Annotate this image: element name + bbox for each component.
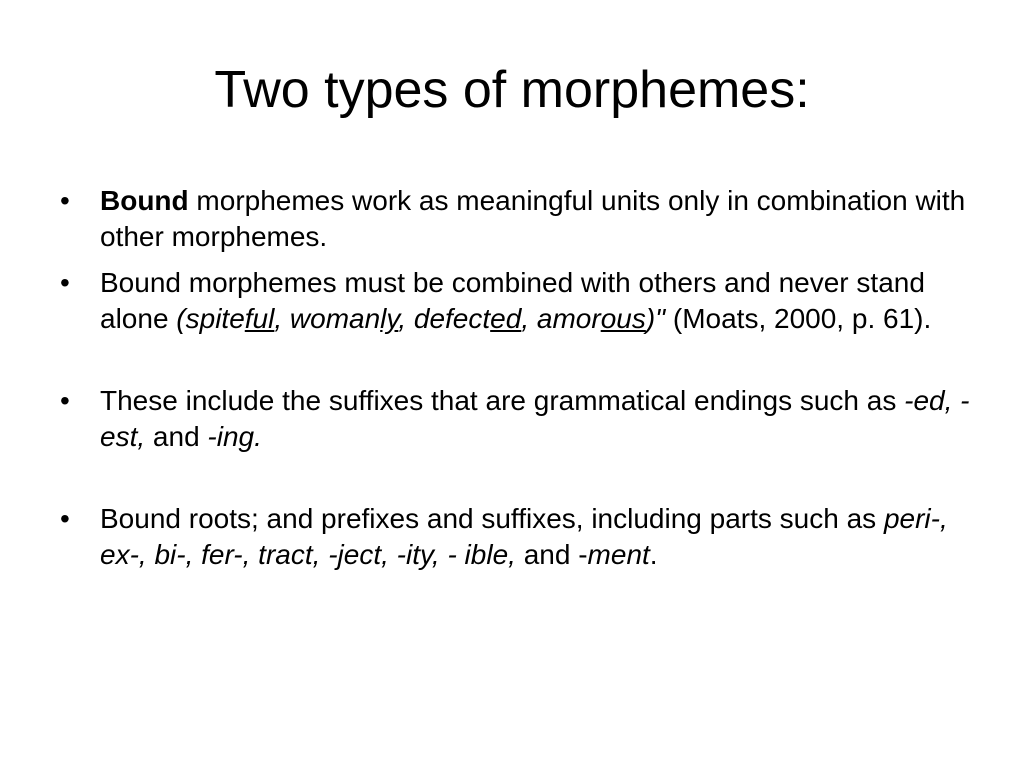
bullet-dot: • bbox=[60, 267, 70, 298]
bullet-suffixes bbox=[60, 383, 970, 455]
text: . bbox=[649, 539, 658, 570]
slide-title: Two types of morphemes: bbox=[214, 61, 810, 119]
bullet-bound-combined bbox=[60, 265, 970, 337]
example-text: ment bbox=[587, 539, 650, 570]
bold-term: Bound bbox=[100, 185, 189, 216]
bullet-list bbox=[60, 183, 970, 583]
bullet-bound-definition bbox=[60, 183, 970, 255]
text: These include the suffixes that are grammatical endings such as bbox=[100, 385, 905, 416]
text: Bound morphemes must be combined with others and never stand alone bbox=[100, 267, 925, 334]
text: Bound roots; and prefixes and suffixes, including parts such as bbox=[100, 503, 884, 534]
bullet-dot: • bbox=[60, 185, 70, 216]
example-text: peri-, ex-, bi-, fer-, tract, -ject, -ity, - ible, bbox=[100, 503, 948, 570]
example-text: -ed, -est, bbox=[100, 385, 970, 452]
example-text: , woman bbox=[274, 303, 381, 334]
underlined-suffix: ful bbox=[244, 303, 275, 334]
bullet-dot: • bbox=[60, 503, 70, 534]
example-text: , amor bbox=[521, 303, 601, 334]
underlined-suffix: ly bbox=[380, 303, 399, 334]
citation: (Moats, 2000, p. 61). bbox=[665, 303, 932, 334]
bullet-dot: • bbox=[60, 385, 70, 416]
example-text: , defect bbox=[398, 303, 491, 334]
text: morphemes work as meaningful units only in combination with other morphemes. bbox=[100, 185, 966, 252]
bullet-bound-roots bbox=[60, 501, 970, 573]
text: and - bbox=[515, 539, 588, 570]
text: and bbox=[145, 421, 208, 452]
underlined-suffix: ed bbox=[490, 303, 522, 334]
example-text: -ing. bbox=[207, 421, 262, 452]
underlined-suffix: ous bbox=[600, 303, 646, 334]
example-text: (spite bbox=[176, 303, 245, 334]
example-text: )" bbox=[645, 303, 666, 334]
